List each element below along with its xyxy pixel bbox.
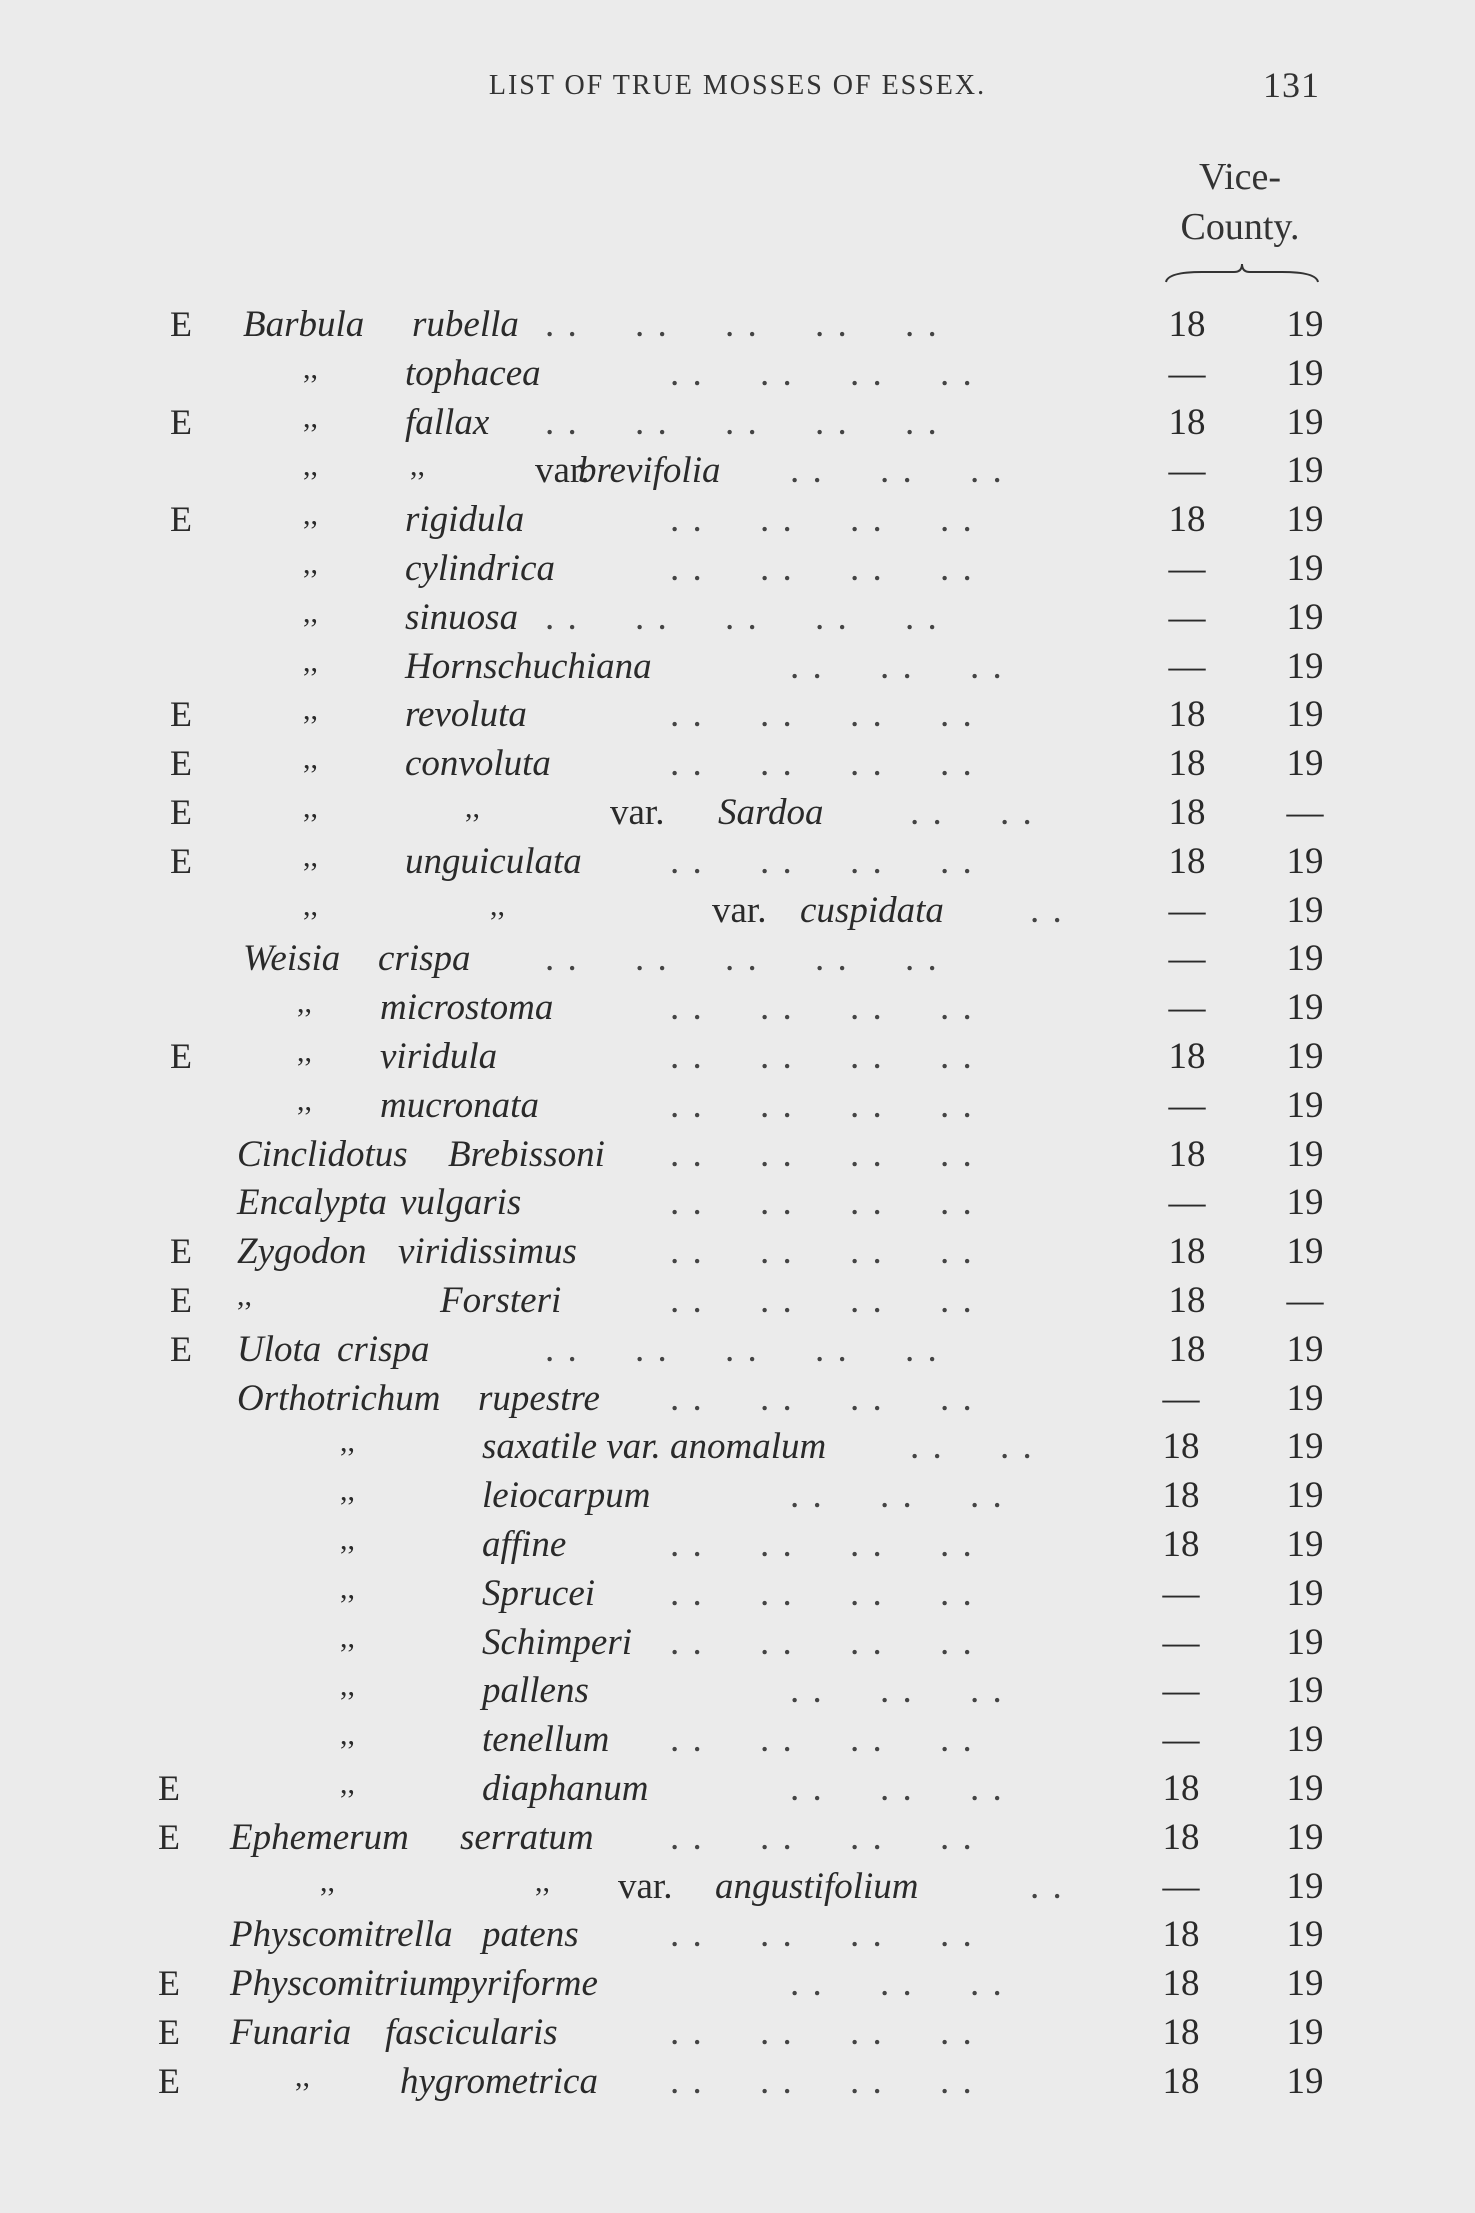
species-name-part: viridula bbox=[380, 1036, 498, 1077]
vice-county-18-cell: — bbox=[1168, 1182, 1206, 1224]
species-name-part: var. bbox=[618, 1865, 673, 1907]
species-name-part: Brebissoni bbox=[448, 1133, 605, 1175]
vice-county-19-cell: 19 bbox=[1286, 889, 1324, 931]
ditto-mark: ,, bbox=[303, 351, 318, 385]
vice-county-19-cell: 19 bbox=[1286, 1084, 1324, 1126]
ditto-mark: ,, bbox=[410, 449, 425, 483]
ditto-mark: ,, bbox=[340, 1767, 355, 1800]
species-name-part: var. bbox=[712, 889, 767, 931]
species-name-part: unguiculata bbox=[405, 840, 582, 882]
species-name-part: Sprucei bbox=[482, 1572, 596, 1614]
species-row bbox=[0, 303, 1475, 351]
ditto-mark: ,, bbox=[303, 644, 318, 678]
ditto-mark: ,, bbox=[303, 791, 318, 824]
ditto-mark: ,, bbox=[303, 449, 318, 483]
vice-county-19-cell: 19 bbox=[1286, 743, 1324, 785]
species-row bbox=[0, 1718, 1475, 1766]
ditto-mark: ,, bbox=[297, 986, 312, 1020]
species-row bbox=[0, 645, 1475, 693]
species-row bbox=[0, 1230, 1475, 1278]
vice-county-19-cell: 19 bbox=[1286, 1524, 1324, 1565]
ditto-mark: ,, bbox=[237, 1279, 252, 1312]
species-name-part: hygrometrica bbox=[400, 2060, 598, 2102]
species-name-part: Orthotrichum bbox=[237, 1377, 441, 1419]
ditto-mark: ,, bbox=[303, 595, 318, 629]
vice-county-18-cell: — bbox=[1168, 889, 1206, 931]
dot-leader: . . bbox=[1030, 889, 1064, 931]
ditto-mark: ,, bbox=[297, 1035, 312, 1068]
vice-county-18-cell: 18 bbox=[1162, 1475, 1200, 1517]
species-name-part: mucronata bbox=[380, 1084, 539, 1126]
species-row bbox=[0, 596, 1475, 644]
dot-leader: . . . . . . . . bbox=[670, 743, 974, 785]
essex-mark: E bbox=[170, 840, 192, 881]
vice-county-18-cell: 18 bbox=[1162, 1524, 1200, 1565]
vice-county-19-cell: 19 bbox=[1286, 1572, 1324, 1614]
species-row bbox=[0, 1328, 1475, 1376]
species-name-part: crispa bbox=[378, 938, 471, 980]
dot-leader: . . . . . . . . bbox=[670, 1524, 974, 1565]
ditto-mark: ,, bbox=[303, 742, 318, 776]
dot-leader: . . . . bbox=[910, 792, 1034, 833]
vice-county-18-cell: — bbox=[1168, 987, 1206, 1029]
vice-county-18-cell: 18 bbox=[1168, 304, 1206, 345]
species-row bbox=[0, 1035, 1475, 1083]
vice-county-19-cell: 19 bbox=[1286, 1670, 1324, 1712]
dot-leader: . . . . . . . . bbox=[670, 1280, 974, 1321]
dot-leader: . . . . . . . . bbox=[670, 1377, 974, 1419]
species-row bbox=[0, 401, 1475, 449]
dot-leader: . . . . . . . . bbox=[670, 1621, 974, 1663]
vice-county-19-cell: — bbox=[1286, 792, 1324, 833]
dot-leader: . . . . . . . . bbox=[670, 1572, 974, 1614]
essex-mark: E bbox=[170, 499, 192, 540]
species-row bbox=[0, 742, 1475, 790]
species-row bbox=[0, 1767, 1475, 1815]
species-row bbox=[0, 352, 1475, 400]
dot-leader: . . bbox=[1030, 1865, 1064, 1907]
dot-leader: . . . . . . . . bbox=[670, 1816, 974, 1858]
vice-county-18-cell: 18 bbox=[1168, 1280, 1206, 1321]
dot-leader: . . . . . . . . . . bbox=[545, 1328, 939, 1370]
ditto-mark: ,, bbox=[465, 791, 480, 824]
species-row bbox=[0, 791, 1475, 839]
dot-leader: . . . . . . . . bbox=[670, 2012, 974, 2053]
species-row bbox=[0, 1181, 1475, 1229]
vice-county-19-cell: 19 bbox=[1286, 548, 1324, 589]
vice-county-18-cell: — bbox=[1168, 645, 1206, 687]
species-row bbox=[0, 449, 1475, 497]
vice-county-18-cell: 18 bbox=[1168, 1036, 1206, 1077]
ditto-mark: ,, bbox=[297, 1083, 312, 1117]
dot-leader: . . . . . . . . bbox=[670, 1914, 974, 1956]
species-name-part: leiocarpum bbox=[482, 1475, 651, 1517]
vice-county-18-cell: — bbox=[1162, 1572, 1200, 1614]
species-name-part: diaphanum bbox=[482, 1768, 649, 1809]
vice-county-18-cell: 18 bbox=[1168, 1231, 1206, 1273]
species-name-part: Ulota bbox=[237, 1328, 322, 1370]
species-row bbox=[0, 1816, 1475, 1864]
species-name-part: var. bbox=[535, 450, 590, 492]
species-row bbox=[0, 1084, 1475, 1132]
dot-leader: . . . . . . . . bbox=[670, 1084, 974, 1126]
species-name-part: Physcomitrella bbox=[230, 1914, 453, 1956]
vice-county-18-cell: — bbox=[1162, 1670, 1200, 1712]
species-name-part: Funaria bbox=[230, 2012, 352, 2053]
ditto-mark: ,, bbox=[340, 1474, 355, 1508]
species-name-part: saxatile var. anomalum bbox=[482, 1426, 827, 1468]
ditto-mark: ,, bbox=[535, 1864, 550, 1898]
species-name-part: tophacea bbox=[405, 352, 541, 394]
vice-county-19-cell: 19 bbox=[1286, 1963, 1324, 2005]
species-row bbox=[0, 1425, 1475, 1473]
species-name-part: rubella bbox=[412, 304, 519, 345]
vice-county-18-cell: 18 bbox=[1162, 1914, 1200, 1956]
species-name-part: patens bbox=[482, 1914, 579, 1956]
essex-mark: E bbox=[170, 694, 192, 735]
species-row bbox=[0, 840, 1475, 888]
essex-mark: E bbox=[170, 304, 192, 344]
species-name-part: brevifolia bbox=[578, 450, 721, 492]
species-name-part: serratum bbox=[460, 1816, 594, 1858]
vice-county-19-cell: 19 bbox=[1286, 450, 1324, 492]
ditto-mark: ,, bbox=[340, 1425, 355, 1459]
running-head: LIST OF TRUE MOSSES OF ESSEX. bbox=[488, 70, 987, 101]
dot-leader: . . . . . . . . . . bbox=[545, 596, 939, 638]
species-row bbox=[0, 1572, 1475, 1620]
species-row bbox=[0, 889, 1475, 937]
ditto-mark: ,, bbox=[303, 888, 318, 922]
vice-county-19-cell: 19 bbox=[1286, 1475, 1324, 1517]
vice-county-heading bbox=[1140, 152, 1340, 252]
vice-county-19-cell: 19 bbox=[1286, 1816, 1324, 1858]
essex-mark: E bbox=[170, 1036, 192, 1076]
vice-county-18-cell: 18 bbox=[1168, 499, 1206, 541]
species-name-part: pallens bbox=[482, 1670, 589, 1712]
dot-leader: . . . . . . . . bbox=[670, 352, 974, 394]
vice-county-18-cell: 18 bbox=[1168, 401, 1206, 443]
vice-county-18-cell: — bbox=[1168, 548, 1206, 589]
vice-county-19-cell: 19 bbox=[1286, 2060, 1324, 2102]
essex-mark: E bbox=[170, 1328, 192, 1369]
vice-county-18-cell: — bbox=[1168, 352, 1206, 394]
vice-county-18-cell: 18 bbox=[1162, 2060, 1200, 2102]
species-name-part: sinuosa bbox=[405, 596, 519, 638]
species-name-part: convoluta bbox=[405, 743, 551, 785]
dot-leader: . . . . . . . . bbox=[670, 1719, 974, 1761]
vice-county-19-cell: 19 bbox=[1286, 401, 1324, 443]
vice-county-19-cell: 19 bbox=[1286, 1133, 1324, 1175]
species-name-part: pyriforme bbox=[452, 1963, 598, 2005]
vice-county-19-cell: 19 bbox=[1286, 1621, 1324, 1663]
vice-county-19-cell: — bbox=[1286, 1280, 1324, 1321]
species-row bbox=[0, 1474, 1475, 1522]
species-name-part: cuspidata bbox=[800, 889, 944, 931]
species-name-part: Encalypta bbox=[237, 1182, 388, 1224]
ditto-mark: ,, bbox=[340, 1620, 355, 1654]
vice-county-18-cell: — bbox=[1168, 596, 1206, 638]
species-row bbox=[0, 1523, 1475, 1571]
essex-mark: E bbox=[158, 1768, 180, 1808]
vice-county-18-cell: — bbox=[1162, 1621, 1200, 1663]
vice-county-18-cell: — bbox=[1168, 450, 1206, 492]
vice-county-19-cell: 19 bbox=[1286, 1231, 1324, 1273]
vice-county-18-cell: 18 bbox=[1168, 694, 1206, 736]
ditto-mark: ,, bbox=[303, 498, 318, 532]
ditto-mark: ,, bbox=[340, 1669, 355, 1703]
dot-leader: . . . . . . . . bbox=[670, 987, 974, 1029]
vice-county-18-cell: 18 bbox=[1162, 1816, 1200, 1858]
vice-county-18-cell: — bbox=[1162, 1377, 1200, 1419]
essex-mark: E bbox=[158, 2060, 180, 2101]
vice-county-heading-line2: County. bbox=[1180, 206, 1300, 248]
vice-county-19-cell: 19 bbox=[1286, 938, 1324, 980]
species-row bbox=[0, 1962, 1475, 2010]
vice-county-19-cell: 19 bbox=[1286, 1377, 1324, 1419]
species-name-part: Forsteri bbox=[440, 1280, 562, 1321]
dot-leader: . . . . . . bbox=[790, 1768, 1004, 1809]
vice-county-18-cell: 18 bbox=[1162, 1963, 1200, 2005]
essex-mark: E bbox=[158, 1816, 180, 1857]
essex-mark: E bbox=[170, 743, 192, 784]
species-name-part: rupestre bbox=[478, 1377, 600, 1419]
species-row bbox=[0, 1279, 1475, 1327]
dot-leader: . . . . . . . . bbox=[670, 548, 974, 589]
species-name-part: tenellum bbox=[482, 1719, 610, 1761]
ditto-mark: ,, bbox=[303, 839, 318, 873]
species-name-part: Schimperi bbox=[482, 1621, 633, 1663]
species-name-part: Zygodon bbox=[237, 1231, 367, 1273]
species-name-part: Physcomitrium bbox=[230, 1963, 455, 2005]
column-brace bbox=[1162, 262, 1322, 286]
species-name-part: crispa bbox=[337, 1328, 430, 1370]
dot-leader: . . . . . . . . bbox=[670, 1182, 974, 1224]
vice-county-19-cell: 19 bbox=[1286, 596, 1324, 638]
vice-county-18-cell: — bbox=[1168, 938, 1206, 980]
species-name-part: Hornschuchiana bbox=[405, 645, 652, 687]
species-row bbox=[0, 498, 1475, 546]
vice-county-18-cell: 18 bbox=[1162, 1426, 1200, 1468]
species-name-part: fascicularis bbox=[385, 2012, 558, 2053]
vice-county-19-cell: 19 bbox=[1286, 1768, 1324, 1809]
dot-leader: . . . . . . . . bbox=[670, 694, 974, 736]
species-name-part: Weisia bbox=[243, 938, 341, 980]
species-name-part: Cinclidotus bbox=[237, 1133, 408, 1175]
vice-county-19-cell: 19 bbox=[1286, 1865, 1324, 1907]
species-name-part: revoluta bbox=[405, 694, 527, 736]
essex-mark: E bbox=[158, 1963, 180, 2004]
species-row bbox=[0, 1133, 1475, 1181]
vice-county-19-cell: 19 bbox=[1286, 1036, 1324, 1077]
vice-county-19-cell: 19 bbox=[1286, 1426, 1324, 1468]
species-row bbox=[0, 693, 1475, 741]
essex-mark: E bbox=[170, 1231, 192, 1272]
ditto-mark: ,, bbox=[490, 888, 505, 922]
species-row bbox=[0, 1669, 1475, 1717]
species-name-part: cylindrica bbox=[405, 548, 556, 589]
species-row bbox=[0, 2060, 1475, 2108]
dot-leader: . . . . . . bbox=[790, 1963, 1004, 2005]
dot-leader: . . . . . . bbox=[790, 1475, 1004, 1517]
vice-county-19-cell: 19 bbox=[1286, 1719, 1324, 1761]
vice-county-19-cell: 19 bbox=[1286, 2012, 1324, 2053]
species-name-part: vulgaris bbox=[400, 1182, 522, 1224]
species-name-part: microstoma bbox=[380, 987, 554, 1029]
species-name-part: viridissimus bbox=[398, 1231, 577, 1273]
dot-leader: . . . . . . . . . . bbox=[545, 304, 939, 345]
species-name-part: rigidula bbox=[405, 499, 525, 541]
species-row bbox=[0, 547, 1475, 595]
dot-leader: . . . . . . . . bbox=[670, 2060, 974, 2102]
species-row bbox=[0, 986, 1475, 1034]
species-name-part: var. bbox=[610, 792, 665, 833]
page-number: 131 bbox=[1263, 65, 1320, 105]
ditto-mark: ,, bbox=[295, 2059, 310, 2093]
vice-county-19-cell: 19 bbox=[1286, 987, 1324, 1029]
species-row bbox=[0, 1377, 1475, 1425]
species-name-part: Sardoa bbox=[718, 792, 824, 833]
vice-county-19-cell: 19 bbox=[1286, 499, 1324, 541]
vice-county-18-cell: 18 bbox=[1168, 1133, 1206, 1175]
species-name-part: Ephemerum bbox=[230, 1816, 409, 1858]
species-row bbox=[0, 2011, 1475, 2059]
ditto-mark: ,, bbox=[340, 1571, 355, 1605]
ditto-mark: ,, bbox=[340, 1523, 355, 1556]
vice-county-18-cell: 18 bbox=[1168, 840, 1206, 882]
dot-leader: . . . . . . . . bbox=[670, 840, 974, 882]
vice-county-18-cell: 18 bbox=[1168, 1328, 1206, 1370]
vice-county-18-cell: — bbox=[1162, 1719, 1200, 1761]
vice-county-19-cell: 19 bbox=[1286, 1182, 1324, 1224]
dot-leader: . . . . . . bbox=[790, 1670, 1004, 1712]
dot-leader: . . . . . . . . bbox=[670, 1231, 974, 1273]
species-row bbox=[0, 1913, 1475, 1961]
dot-leader: . . . . . . . . . . bbox=[545, 938, 939, 980]
species-row bbox=[0, 937, 1475, 985]
dot-leader: . . . . bbox=[910, 1426, 1034, 1468]
vice-county-18-cell: — bbox=[1162, 1865, 1200, 1907]
ditto-mark: ,, bbox=[303, 400, 318, 434]
vice-county-19-cell: 19 bbox=[1286, 694, 1324, 736]
dot-leader: . . . . . . bbox=[790, 450, 1004, 492]
dot-leader: . . . . . . . . bbox=[670, 1133, 974, 1175]
essex-mark: E bbox=[170, 401, 192, 442]
dot-leader: . . . . . . . . . . bbox=[545, 401, 939, 443]
species-name-part: Barbula bbox=[243, 304, 365, 345]
vice-county-19-cell: 19 bbox=[1286, 840, 1324, 882]
dot-leader: . . . . . . . . bbox=[670, 1036, 974, 1077]
ditto-mark: ,, bbox=[303, 693, 318, 727]
vice-county-19-cell: 19 bbox=[1286, 1914, 1324, 1956]
vice-county-19-cell: 19 bbox=[1286, 304, 1324, 345]
vice-county-18-cell: 18 bbox=[1162, 2012, 1200, 2053]
vice-county-19-cell: 19 bbox=[1286, 352, 1324, 394]
species-row bbox=[0, 1865, 1475, 1913]
species-name-part: affine bbox=[482, 1524, 567, 1565]
dot-leader: . . . . . . . . bbox=[670, 499, 974, 541]
vice-county-19-cell: 19 bbox=[1286, 645, 1324, 687]
vice-county-18-cell: 18 bbox=[1168, 743, 1206, 785]
species-name-part: fallax bbox=[405, 401, 490, 443]
ditto-mark: ,, bbox=[340, 1718, 355, 1752]
vice-county-18-cell: — bbox=[1168, 1084, 1206, 1126]
essex-mark: E bbox=[170, 1280, 192, 1320]
vice-county-18-cell: 18 bbox=[1168, 792, 1206, 833]
vice-county-18-cell: 18 bbox=[1162, 1768, 1200, 1809]
dot-leader: . . . . . . bbox=[790, 645, 1004, 687]
essex-mark: E bbox=[158, 2012, 180, 2052]
ditto-mark: ,, bbox=[303, 547, 318, 580]
ditto-mark: ,, bbox=[320, 1864, 335, 1898]
vice-county-heading-line1: Vice- bbox=[1198, 156, 1282, 198]
species-row bbox=[0, 1621, 1475, 1669]
essex-mark: E bbox=[170, 792, 192, 832]
vice-county-19-cell: 19 bbox=[1286, 1328, 1324, 1370]
species-name-part: angustifolium bbox=[715, 1865, 919, 1907]
